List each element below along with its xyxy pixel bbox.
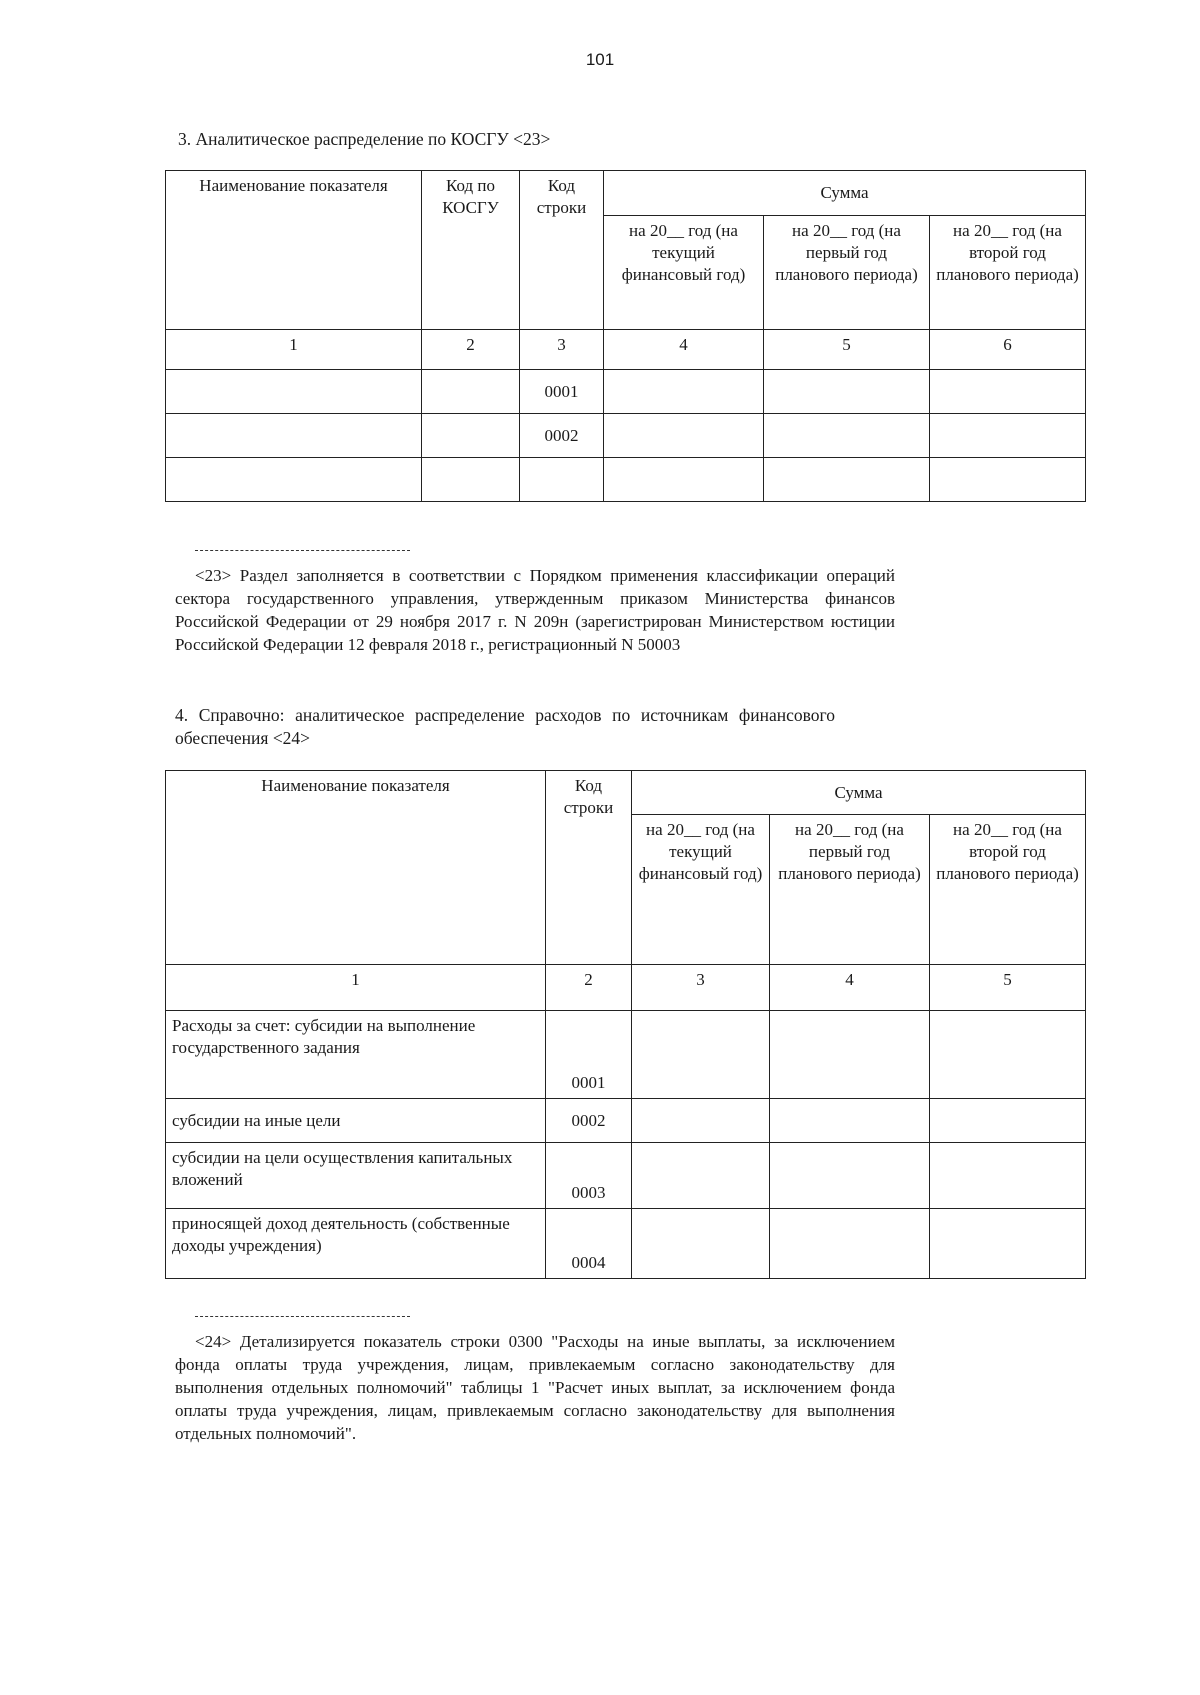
header-sum: Сумма xyxy=(604,171,1086,216)
header-year-plan-1: на 20__ год (на первый год планового периода) xyxy=(770,815,930,965)
column-number: 3 xyxy=(632,965,770,1011)
row-name: субсидии на иные цели xyxy=(166,1099,546,1143)
table-cell xyxy=(930,1011,1086,1099)
table-cell xyxy=(604,370,764,414)
column-number: 1 xyxy=(166,965,546,1011)
table-cell xyxy=(422,458,520,502)
footnote-24: <24> Детализируется показатель строки 0300 "Расходы на иные выплаты, за исключением фонда оплаты труда учреждения, лицам, привлекаемым согласно законодательству для выполнения отдельных полномочий" таблицы 1 "Расчет иных выплат, за исключением фонда оплаты труда учреждения, лицам, привлекаемым согласно законодательству для выполнения отдельных полномочий". xyxy=(175,1332,895,1443)
row-code: 0003 xyxy=(546,1143,632,1209)
table-cell xyxy=(764,458,930,502)
table-cell xyxy=(764,370,930,414)
table-cell xyxy=(930,370,1086,414)
column-number: 3 xyxy=(520,330,604,370)
table-cell xyxy=(604,414,764,458)
table-cell xyxy=(770,1143,930,1209)
row-name: Расходы за счет: субсидии на выполнение государственного задания xyxy=(166,1011,546,1099)
header-name: Наименование показателя xyxy=(166,771,546,965)
column-number: 6 xyxy=(930,330,1086,370)
table-cell xyxy=(764,414,930,458)
funding-sources-table xyxy=(165,770,1086,1279)
column-number: 2 xyxy=(546,965,632,1011)
header-sum: Сумма xyxy=(632,771,1086,815)
column-number: 1 xyxy=(166,330,422,370)
header-row-code: Код строки xyxy=(546,771,632,965)
footnote-23: <23> Раздел заполняется в соответствии с Порядком применения классификации операций сектора государственного управления, утвержденным приказом Министерства финансов Российской Федерации от 29 ноября 2017 г. N 209н (зарегистрирован Министерством юстиции Российской Федерации 12 февраля 2018 г., регистрационный N 50003 xyxy=(175,566,895,654)
column-number: 2 xyxy=(422,330,520,370)
table-cell xyxy=(930,458,1086,502)
table-cell xyxy=(770,1011,930,1099)
table-cell xyxy=(770,1099,930,1143)
row-code: 0002 xyxy=(520,414,604,458)
kosgu-table xyxy=(165,170,1086,502)
row-code: 0002 xyxy=(546,1099,632,1143)
column-number: 4 xyxy=(604,330,764,370)
table-cell xyxy=(166,414,422,458)
table-cell xyxy=(930,1143,1086,1209)
table-cell xyxy=(422,370,520,414)
footnote-divider xyxy=(195,550,410,551)
table-cell xyxy=(632,1099,770,1143)
header-year-plan-2: на 20__ год (на второй год планового периода) xyxy=(930,216,1086,330)
table-cell xyxy=(632,1143,770,1209)
header-name: Наименование показателя xyxy=(166,171,422,330)
header-year-plan-1: на 20__ год (на первый год планового периода) xyxy=(764,216,930,330)
column-number: 5 xyxy=(764,330,930,370)
column-number: 5 xyxy=(930,965,1086,1011)
table-cell xyxy=(604,458,764,502)
table-cell xyxy=(930,1099,1086,1143)
row-code: 0004 xyxy=(546,1209,632,1279)
section-3-title: 3. Аналитическое распределение по КОСГУ <23> xyxy=(178,129,551,149)
footnote-divider xyxy=(195,1316,410,1317)
row-name: субсидии на цели осуществления капитальных вложений xyxy=(166,1143,546,1209)
table-cell xyxy=(166,458,422,502)
column-number: 4 xyxy=(770,965,930,1011)
row-code: 0001 xyxy=(546,1011,632,1099)
table-cell xyxy=(770,1209,930,1279)
table-cell xyxy=(632,1011,770,1099)
row-code: 0001 xyxy=(520,370,604,414)
table-cell xyxy=(930,1209,1086,1279)
header-year-plan-2: на 20__ год (на второй год планового периода) xyxy=(930,815,1086,965)
table-cell xyxy=(422,414,520,458)
section-4-title: 4. Справочно: аналитическое распределение расходов по источникам финансового обеспечения <24> xyxy=(175,705,835,748)
header-year-current: на 20__ год (на текущий финансовый год) xyxy=(632,815,770,965)
header-kosgu-code: Код по КОСГУ xyxy=(422,171,520,330)
table-cell xyxy=(632,1209,770,1279)
table-cell xyxy=(166,370,422,414)
row-code xyxy=(520,458,604,502)
header-row-code: Код строки xyxy=(520,171,604,330)
table-cell xyxy=(930,414,1086,458)
page-number: 101 xyxy=(585,50,615,69)
row-name: приносящей доход деятельность (собственные доходы учреждения) xyxy=(166,1209,546,1279)
header-year-current: на 20__ год (на текущий финансовый год) xyxy=(604,216,764,330)
